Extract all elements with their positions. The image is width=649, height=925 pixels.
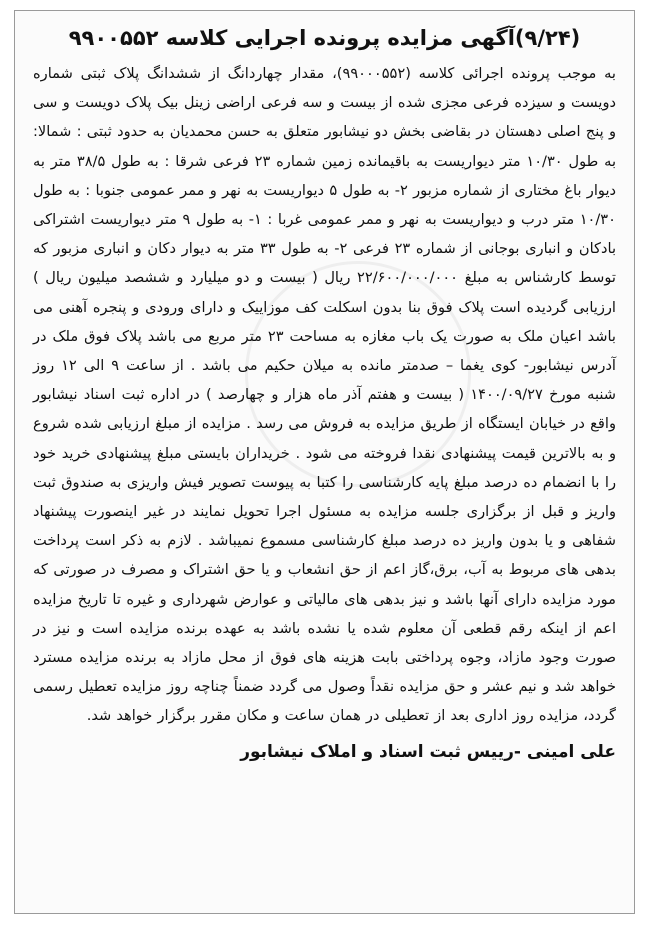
notice-signature: علی امینی -رییس ثبت اسناد و املاک نیشابور	[240, 741, 616, 762]
notice-body: به موجب پرونده اجرائی کلاسه (۹۹۰۰۰۵۵۲)، مقدار چهاردانگ از ششدانگ پلاک ثبتی شماره دویست و سیزده فرعی مجزی شده از بیست و سه فرعی اراضی زینل بیک پلاک دویست و سی و پنج اصلی دهستان در بقاضی بخش دو نیشابور متعلق به حسن محمدیان به حدود ثبتی : شمالا: به طول ۱۰/۳۰ متر دیواریست به باقیمانده زمین شماره ۲۳ فرعی شرقا : به طول ۳۸/۵ متر به دیوار باغ مختاری از شماره مزبور ۲- به طول ۵ دیواریست به نهر و ممر عمومی جنوبا : به طول ۱۰/۳۰ متر درب و دیواریست به نهر و ممر عمومی غربا : ۱- به طول ۹ متر دیواریست اشتراکی بادکان و انباری بوجانی از شماره ۲۳ فرعی ۲- به طول ۳۳ متر به دیوار دکان و انباری مزبور که توسط کارشناس به مبلغ ۲۲/۶۰۰/۰۰۰/۰۰۰ ریال ( بیست و دو میلیارد و ششصد میلیون ریال ) ارزیابی گردیده است پلاک فوق بنا بدون اسکلت کف موزاییک و دارای ورودی و پنجره آهنی می باشد اعیان ملک به صورت یک باب مغازه به مساحت ۲۳ متر مربع می باشد پلاک فوق ملک در آدرس نیشابور- کوی یغما – صدمتر مانده به میلان حکیم می باشد . از ساعت ۹ الی ۱۲ روز شنبه مورخ ۱۴۰۰/۰۹/۲۷ ( بیست و هفتم آذر ماه هزار و چهارصد ) در اداره ثبت اسناد نیشابور واقع در خیابان ایستگاه از طریق مزایده به فروش می رسد . مزایده از مبلغ ارزیابی شده شروع و به بالاترین قیمت پیشنهادی نقدا فروخته می شود . خریداران بایستی مبلغ پیشنهادی خرید خود را با انضمام ده درصد مبلغ پایه کارشناسی را کتبا به پیوست تصویر فیش واریزی به صندوق ثبت واریز و قبل از برگزاری جلسه مزایده به مسئول اجرا تحویل نمایند در غیر اینصورت پیشنهاد شفاهی و یا بدون واریز ده درصد مبلغ کارشناسی مسموع نمیباشد . لازم به ذکر است پرداخت بدهی های مربوط به آب، برق،گاز اعم از حق انشعاب و یا حق اشتراک و مصرف در صورتی که مورد مزایده دارای آنها باشد و نیز بدهی های مالیاتی و عوارض شهرداری و غیره تا تاریخ مزایده اعم از اینکه رقم قطعی آن معلوم شده یا نشده باشد به عهده برنده مزایده است و نیز در صورت وجود مازاد، وجوه پرداختی بابت هزینه های فوق از محل مازاد به برنده مزایده مسترد خواهد شد و نیم عشر و حق مزایده نقداً وصول می گردد ضمناً چناچه روز مزایده تعطیل رسمی گردد، مزایده روز اداری بعد از تعطیلی در همان ساعت و مکان مقرر برگزار خواهد شد.	[33, 65, 617, 725]
auction-notice	[14, 10, 635, 914]
notice-title: (۹/۲۴)آگهی مزایده پرونده اجرایی کلاسه ۹۹۰۰۵۵۲	[68, 26, 581, 50]
